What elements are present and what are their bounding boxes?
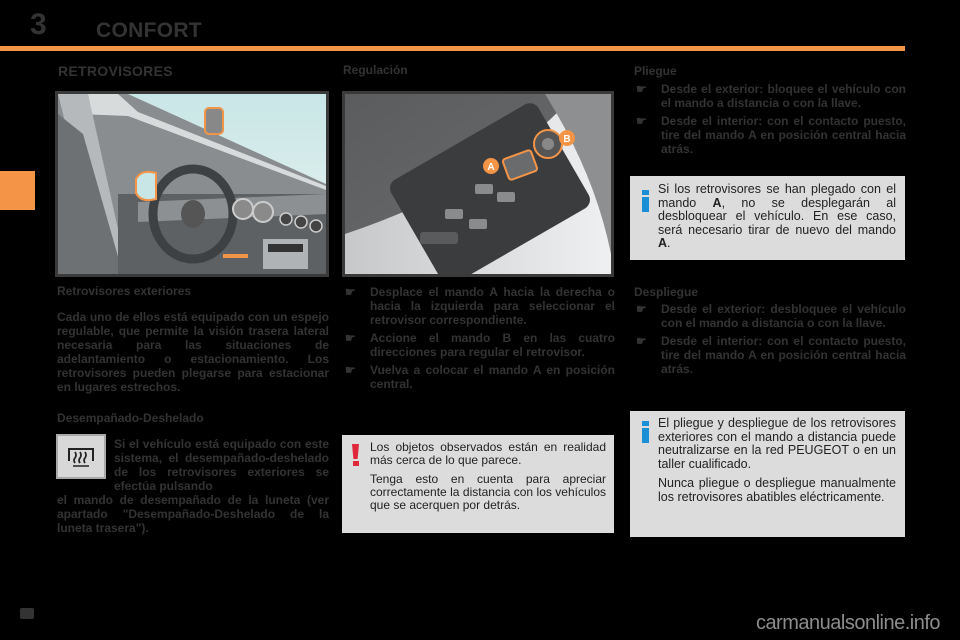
rear-defrost-button-illustration <box>56 434 106 479</box>
chapter-number: 3 <box>30 8 47 41</box>
car-interior-illustration <box>58 94 326 274</box>
fold-bullets <box>634 82 906 160</box>
warning-icon <box>352 444 360 468</box>
pointing-hand-icon: ☛ <box>345 363 356 377</box>
label-a: A <box>487 162 495 173</box>
regulation-heading: Regulación <box>343 63 408 77</box>
pointing-hand-icon: ☛ <box>636 334 647 348</box>
info-icon <box>642 421 649 443</box>
mirror-controls-figure <box>342 91 614 277</box>
list-item: ☛ Desde el interior: con el contacto puesto, tire del mando A en posición central hacia atrás. <box>636 334 906 376</box>
chapter-side-tab <box>0 171 35 210</box>
info-box-remote <box>630 411 905 537</box>
exterior-mirrors-paragraph: Cada uno de ellos está equipado con un espejo regulable, que permite la visión trasera lateral necesaria para las situaciones de adelantamiento o estacionamiento. Los retrovisores pueden plegarse para estacionar en lugares estrechos. <box>57 310 329 394</box>
list-item: ☛ Desde el interior: con el contacto puesto, tire del mando A en posición central hacia atrás. <box>636 114 906 156</box>
warning-text-1: Los objetos observados están en realidad más cerca de lo que parece. <box>370 440 606 467</box>
chapter-title: CONFORT <box>96 19 202 42</box>
pointing-hand-icon: ☛ <box>345 331 356 345</box>
pointing-hand-icon: ☛ <box>636 114 647 128</box>
info-text-1: El pliegue y despliegue de los retrovisores exteriores con el mando a distancia puede neutralizarse en la red PEUGEOT o en un taller cualificado. <box>658 416 896 471</box>
watermark: carmanualsonline.info <box>755 612 940 634</box>
door-controls-illustration <box>345 94 611 274</box>
section-title: RETROVISORES <box>58 63 173 79</box>
list-item: ☛ Accione el mando B en las cuatro direcciones para regular el retrovisor. <box>345 331 615 359</box>
info-icon <box>642 190 649 212</box>
defrost-text-full: el mando de desempañado de la luneta (ver apartado "Desempañado-Deshelado de la luneta trasera"). <box>57 493 329 535</box>
defrost-heading: Desempañado-Deshelado <box>57 411 204 425</box>
list-item: ☛ Vuelva a colocar el mando A en posición central. <box>345 363 615 391</box>
label-b: B <box>563 134 571 145</box>
defrost-text-indented: Si el vehículo está equipado con este sistema, el desempañado-deshelado de los retrovisores exteriores se efectúa pulsando <box>114 437 329 493</box>
info-box-folded: Si los retrovisores se han plegado con el mando A, no se desplegarán al desbloquear el vehículo. En ese caso, será necesario tirar de nuevo del mando A. <box>630 176 905 260</box>
pointing-hand-icon: ☛ <box>636 82 647 96</box>
list-item: ☛ Desde el exterior: desbloquee el vehículo con el mando a distancia o con la llave. <box>636 302 906 330</box>
car-interior-figure <box>55 91 329 277</box>
warning-box <box>342 435 614 533</box>
rear-defrost-icon <box>66 446 96 468</box>
page-number <box>20 608 34 619</box>
unfold-bullets <box>634 302 906 380</box>
pointing-hand-icon: ☛ <box>636 302 647 316</box>
unfold-heading: Despliegue <box>634 285 699 299</box>
pointing-hand-icon: ☛ <box>345 285 356 299</box>
subheading-exterior-mirrors: Retrovisores exteriores <box>57 284 192 298</box>
fold-heading: Pliegue <box>634 64 677 78</box>
info-text-2: Nunca pliegue o despliegue manualmente los retrovisores abatibles eléctricamente. <box>658 476 896 504</box>
regulation-bullets <box>343 285 615 395</box>
list-item: ☛ Desplace el mando A hacia la derecha o hacia la izquierda para seleccionar el retrovisor correspondiente. <box>345 285 615 327</box>
warning-text-2: Tenga esto en cuenta para apreciar correctamente la distancia con los vehículos que se acerquen por detrás. <box>370 472 606 512</box>
list-item: ☛ Desde el exterior: bloquee el vehículo con el mando a distancia o con la llave. <box>636 82 906 110</box>
header-rule <box>0 46 905 51</box>
